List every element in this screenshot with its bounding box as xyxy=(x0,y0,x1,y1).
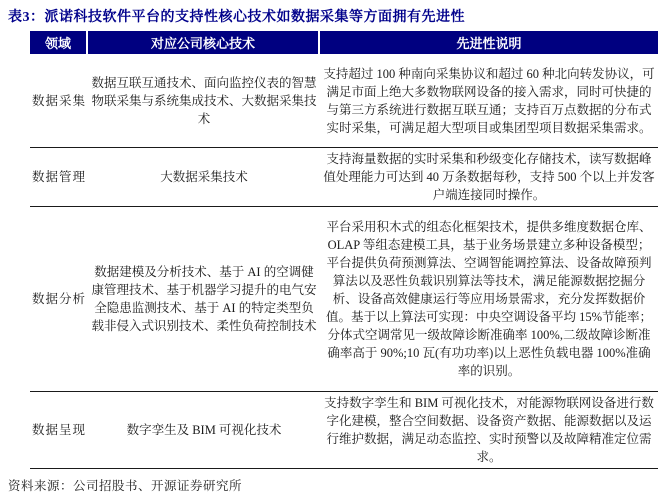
field-cell: 数据采集 xyxy=(32,93,87,108)
field-cell: 数据管理 xyxy=(32,170,87,184)
tech-cell: 数据建模及分析技术、基于 AI 的空调健康管理技术、基于机器学习提升的电气安全隐患监测技术、基于 AI 的特定类型负载非侵入式识别技术、柔性负荷控制技术 xyxy=(91,265,317,333)
advancement-cell: 平台采用积木式的组态化框架技术，提供多维度数据仓库、OLAP 等组态建模工具，基于业务场景建立多种设备模型；平台提供负荷预测算法、空调智能调控算法、设备故障预判算法以及恶性负载识别算法等技术，满足能源数据挖掘分析、设备高效健康运行等应用场景需求，充分发挥数据价值。基于以上算法可实现：中央空调设备平均 15%节能率；分体式空调常见一级故障诊断准确率 100%,二级故障诊断准确率高于 90%;10 瓦(有功功率)以上恶性负载电器 100%准确率的识别。 xyxy=(325,220,653,378)
table-row xyxy=(30,54,658,148)
table-title: 表3：派诺科技软件平台的支持性核心技术如数据采集等方面拥有先进性 xyxy=(8,10,465,25)
column-header-tech: 对应公司核心技术 xyxy=(88,31,320,54)
column-header-advancement: 先进性说明 xyxy=(456,36,522,51)
table-row xyxy=(30,207,658,392)
advancement-cell: 支持数字孪生和 BIM 可视化技术，对能源物联网设备进行数字化建模，整合空间数据、设备资产数据、能源数据以及运行维护数据，满足动态监控、实时预警以及故障精准定位需求。 xyxy=(324,396,654,464)
table-row xyxy=(30,392,658,469)
tech-cell: 数字孪生及 BIM 可视化技术 xyxy=(126,423,282,437)
tech-cell: 大数据采集技术 xyxy=(160,170,248,184)
table-row xyxy=(30,148,658,207)
table-header-row xyxy=(30,31,658,54)
source-note: 资料来源：公司招股书、开源证券研究所 xyxy=(8,479,243,493)
column-header-field: 领域 xyxy=(30,31,88,54)
core-tech-table xyxy=(30,31,658,469)
advancement-cell: 支持超过 100 种南向采集协议和超过 60 种北向转发协议，可满足市面上绝大多数物联网设备的接入需求，同时可快捷的与第三方系统进行数据互联互通；支持百万点数据的分布式实时采集，可满足超大型项目或集团型项目数据采集需求。 xyxy=(323,66,655,135)
tech-cell: 数据互联互通技术、面向监控仪表的智慧物联采集与系统集成技术、大数据采集技术 xyxy=(91,75,317,126)
advancement-cell: 支持海量数据的实时采集和秒级变化存储技术，读写数据峰值处理能力可达到 40 万条数据每秒，支持 500 个以上并发客户端连接同时操作。 xyxy=(323,152,655,202)
field-cell: 数据分析 xyxy=(32,292,87,306)
field-cell: 数据呈现 xyxy=(32,423,87,437)
